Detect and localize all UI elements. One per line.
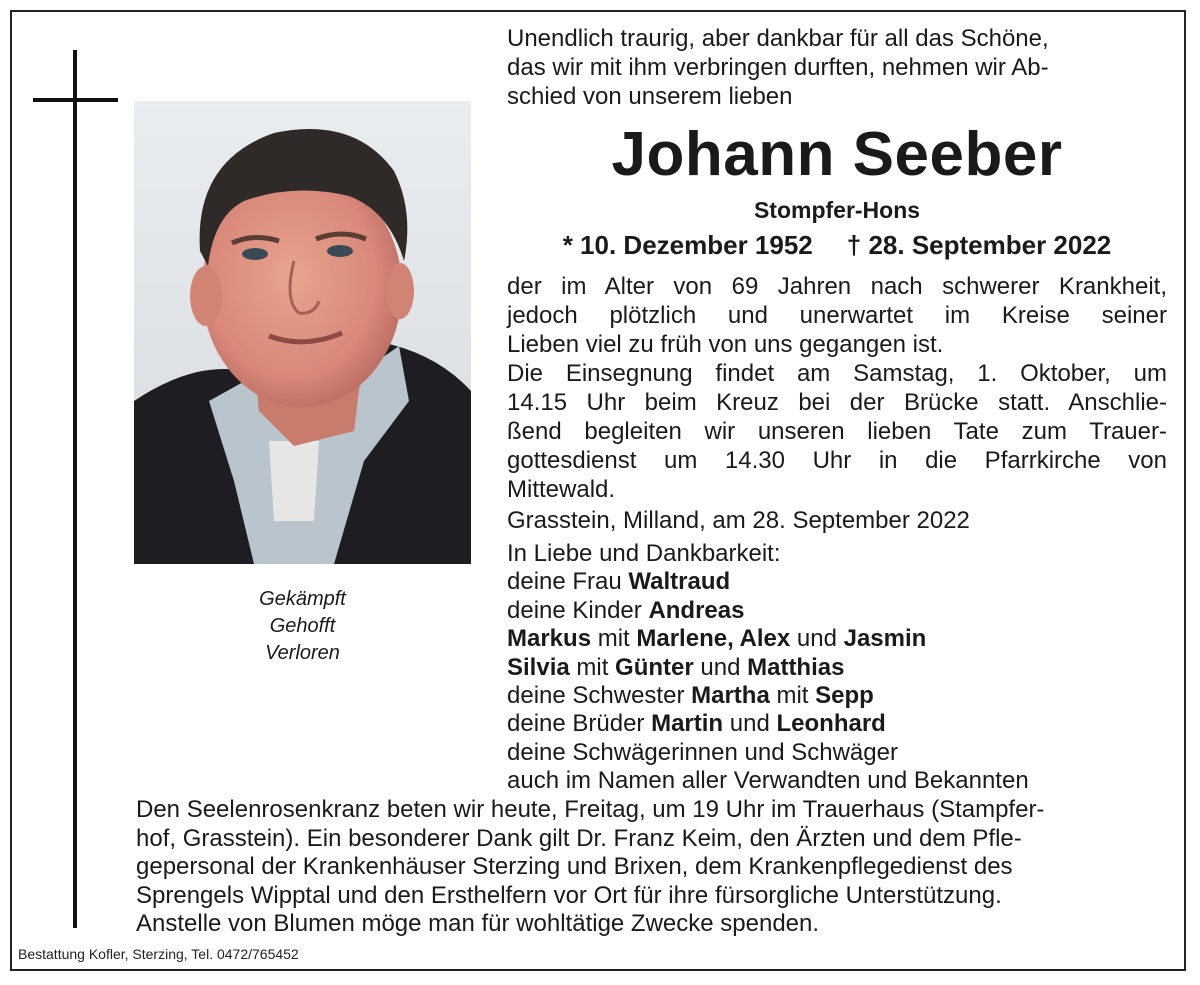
body-line: gottesdienst um 14.30 Uhr in die Pfarrkirche von [507, 447, 1167, 474]
intro-line: Unendlich traurig, aber dankbar für all das Schöne, [507, 25, 1049, 52]
closing-text [136, 796, 1166, 939]
portrait-photo [134, 101, 471, 564]
body-line: Lieben viel zu früh von uns gegangen ist. [507, 331, 944, 358]
place-date: Grasstein, Milland, am 28. September 2022 [507, 507, 970, 534]
motto [134, 586, 471, 667]
family-line-brothers: deine Brüder Martin und Leonhard [507, 710, 886, 738]
closing-line: gepersonal der Krankenhäuser Sterzing und Brixen, dem Krankenpflegedienst des [136, 853, 1013, 880]
closing-line: Den Seelenrosenkranz beten wir heute, Freitag, um 19 Uhr im Trauerhaus (Stampfer- [136, 796, 1045, 823]
closing-line: Anstelle von Blumen möge man für wohltätige Zwecke spenden. [136, 910, 820, 937]
body-line: 14.15 Uhr beim Kreuz bei der Brücke statt. Anschlie- [507, 389, 1167, 416]
closing-line: Sprengels Wipptal und den Ersthelfern vor Ort für ihre fürsorgliche Unterstützung. [136, 881, 1002, 909]
body-line: Die Einsegnung findet am Samstag, 1. Oktober, um [507, 360, 1167, 387]
family-line-sister: deine Schwester Martha mit Sepp [507, 682, 874, 710]
life-dates [507, 230, 1167, 261]
family-line-wife: deine Frau Waltraud [507, 568, 731, 596]
closing-line: hof, Grasstein). Ein besonderer Dank gilt Dr. Franz Keim, den Ärzten und dem Pfle- [136, 824, 1022, 852]
cross-icon-horizontal [33, 98, 118, 102]
family-line-markus: Markus mit Marlene, Alex und Jasmin [507, 625, 927, 653]
intro-line: schied von unserem lieben [507, 83, 793, 110]
announcement-text [507, 272, 1167, 504]
cross-icon-vertical [73, 50, 77, 928]
family-list [507, 540, 1167, 796]
intro-line: das wir mit ihm verbringen durften, nehmen wir Ab- [507, 54, 1049, 81]
family-line-inlaws: deine Schwägerinnen und Schwäger [507, 738, 898, 766]
family-line-relatives: auch im Namen aller Verwandten und Bekannten [507, 767, 1029, 795]
family-heading: In Liebe und Dankbarkeit: [507, 540, 781, 567]
family-line-children: deine Kinder Andreas [507, 596, 745, 624]
intro-text [507, 24, 1167, 111]
motto-line: Gekämpft [259, 588, 346, 610]
motto-line: Verloren [265, 642, 340, 664]
death-date: † 28. September 2022 [846, 230, 1112, 260]
birth-date: * 10. Dezember 1952 [562, 230, 813, 260]
deceased-name: Johann Seeber [611, 120, 1063, 189]
body-line: der im Alter von 69 Jahren nach schwerer Krankheit, [507, 273, 1167, 300]
motto-line: Gehofft [269, 615, 336, 637]
funeral-home-footer: Bestattung Kofler, Sterzing, Tel. 0472/765452 [18, 946, 299, 962]
body-line: Mittewald. [507, 476, 616, 503]
nickname: Stompfer-Hons [753, 197, 921, 223]
body-line: jedoch plötzlich und unerwartet im Kreise seiner [507, 302, 1167, 329]
body-line: ßend begleiten wir unseren lieben Tate zum Trauer- [507, 418, 1167, 445]
family-line-silvia: Silvia mit Günter und Matthias [507, 653, 845, 681]
